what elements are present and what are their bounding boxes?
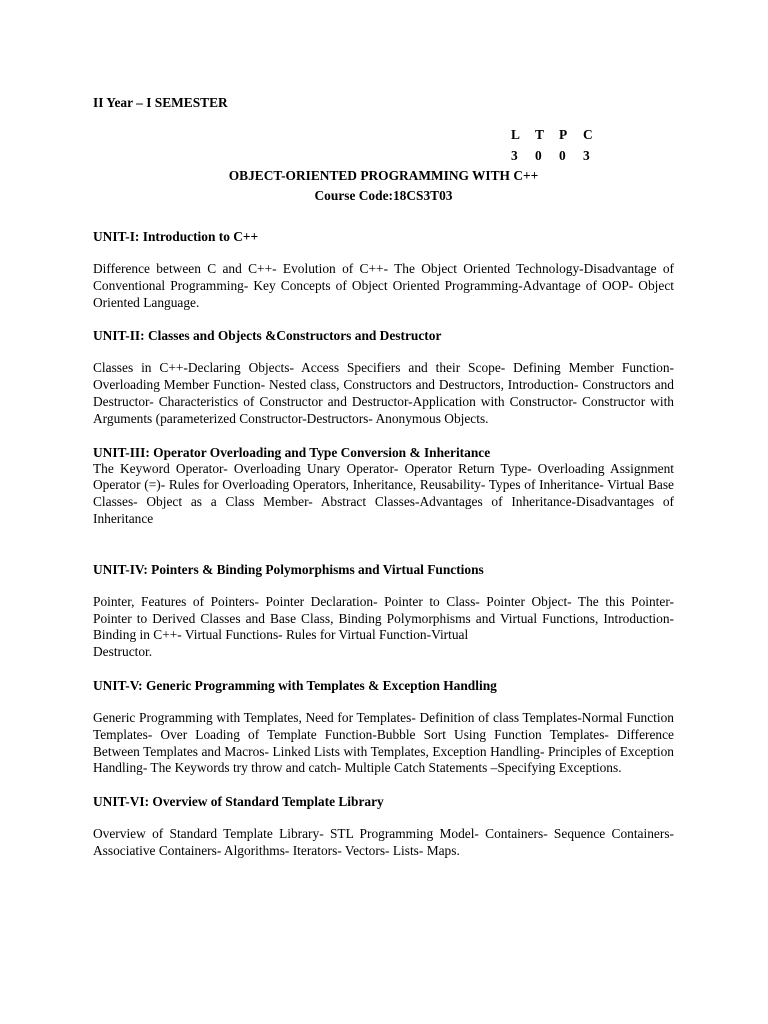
unit-heading: UNIT-III: Operator Overloading and Type Conversion & Inheritance bbox=[93, 444, 491, 460]
ltpc-label-l: L bbox=[511, 127, 520, 142]
year-semester: II Year – I SEMESTER bbox=[93, 95, 228, 110]
unit-heading: UNIT-I: Introduction to C++ bbox=[93, 229, 259, 244]
unit-body: Overview of Standard Template Library- STL Programming Model- Containers- Sequence Containers- Associative Containers- Algorithms- Iterators- Vectors- Lists- Maps. bbox=[93, 826, 674, 858]
ltpc-value-l: 3 bbox=[511, 148, 518, 163]
course-title-block bbox=[93, 166, 674, 206]
unit-heading: UNIT-VI: Overview of Standard Template Library bbox=[93, 794, 384, 810]
ltpc-label-t: T bbox=[535, 127, 544, 142]
unit-body: Classes in C++-Declaring Objects- Access Specifiers and their Scope- Defining Member Function-Overloading Member Function- Nested class, Constructors and Destructors, Introduction- Constructors and Destructor- Characteristics of Constructor and Destructor-Application with Constructor- Constructor with Arguments (parameterized Constructor-Destructors- Anonymous Objects. bbox=[93, 360, 674, 426]
unit-heading: UNIT-II: Classes and Objects &Constructors and Destructor bbox=[93, 328, 442, 344]
unit-6 bbox=[93, 793, 674, 860]
unit-body: Difference between C and C++- Evolution of C++- The Object Oriented Technology-Disadvantage of Conventional Programming- Key Concepts of Object Oriented Programming-Advantage of OOP- Object Oriented Language. bbox=[93, 261, 674, 310]
unit-heading: UNIT-V: Generic Programming with Templates & Exception Handling bbox=[93, 677, 497, 693]
unit-3 bbox=[93, 444, 674, 528]
ltpc-value-c: 3 bbox=[583, 148, 590, 163]
ltpc-table bbox=[511, 124, 674, 166]
unit-2 bbox=[93, 327, 674, 427]
unit-1 bbox=[93, 228, 674, 311]
ltpc-labels-row bbox=[511, 124, 674, 145]
unit-5 bbox=[93, 677, 674, 777]
syllabus-page bbox=[93, 95, 674, 860]
unit-body: Generic Programming with Templates, Need for Templates- Definition of class Templates-Normal Function Templates- Over Loading of Template Function-Bubble Sort Using Function Templates- Difference Between Templates and Macros- Linked Lists with Templates, Exception Handling- Principles of Exception Handling- The Keywords try throw and catch- Multiple Catch Statements –Specifying Exceptions. bbox=[93, 709, 674, 776]
ltpc-value-p: 0 bbox=[559, 148, 566, 163]
unit-body-continuation: Destructor. bbox=[93, 644, 153, 660]
unit-heading: UNIT-IV: Pointers & Binding Polymorphisms and Virtual Functions bbox=[93, 561, 484, 577]
ltpc-values-row bbox=[511, 145, 674, 166]
unit-4 bbox=[93, 561, 674, 661]
unit-body: Pointer, Features of Pointers- Pointer Declaration- Pointer to Class- Pointer Object- The this Pointer- Pointer to Derived Classes and Base Class, Binding Polymorphisms and Virtual Functions, Introduction- Binding in C++- Virtual Functions- Rules for Virtual Function-Virtual bbox=[93, 593, 674, 643]
ltpc-label-p: P bbox=[559, 127, 568, 142]
course-title: OBJECT-ORIENTED PROGRAMMING WITH C++ bbox=[228, 168, 539, 183]
course-code: Course Code:18CS3T03 bbox=[314, 188, 453, 203]
unit-body: The Keyword Operator- Overloading Unary Operator- Operator Return Type- Overloading Assignment Operator (=)- Rules for Overloading Operators, Inheritance, Reusability- Types of Inheritance- Virtual Base Classes- Object as a Class Member- Abstract Classes-Advantages of Inheritance-Disadvantages of Inheritance bbox=[93, 460, 674, 526]
ltpc-label-c: C bbox=[583, 127, 593, 142]
ltpc-value-t: 0 bbox=[535, 148, 542, 163]
